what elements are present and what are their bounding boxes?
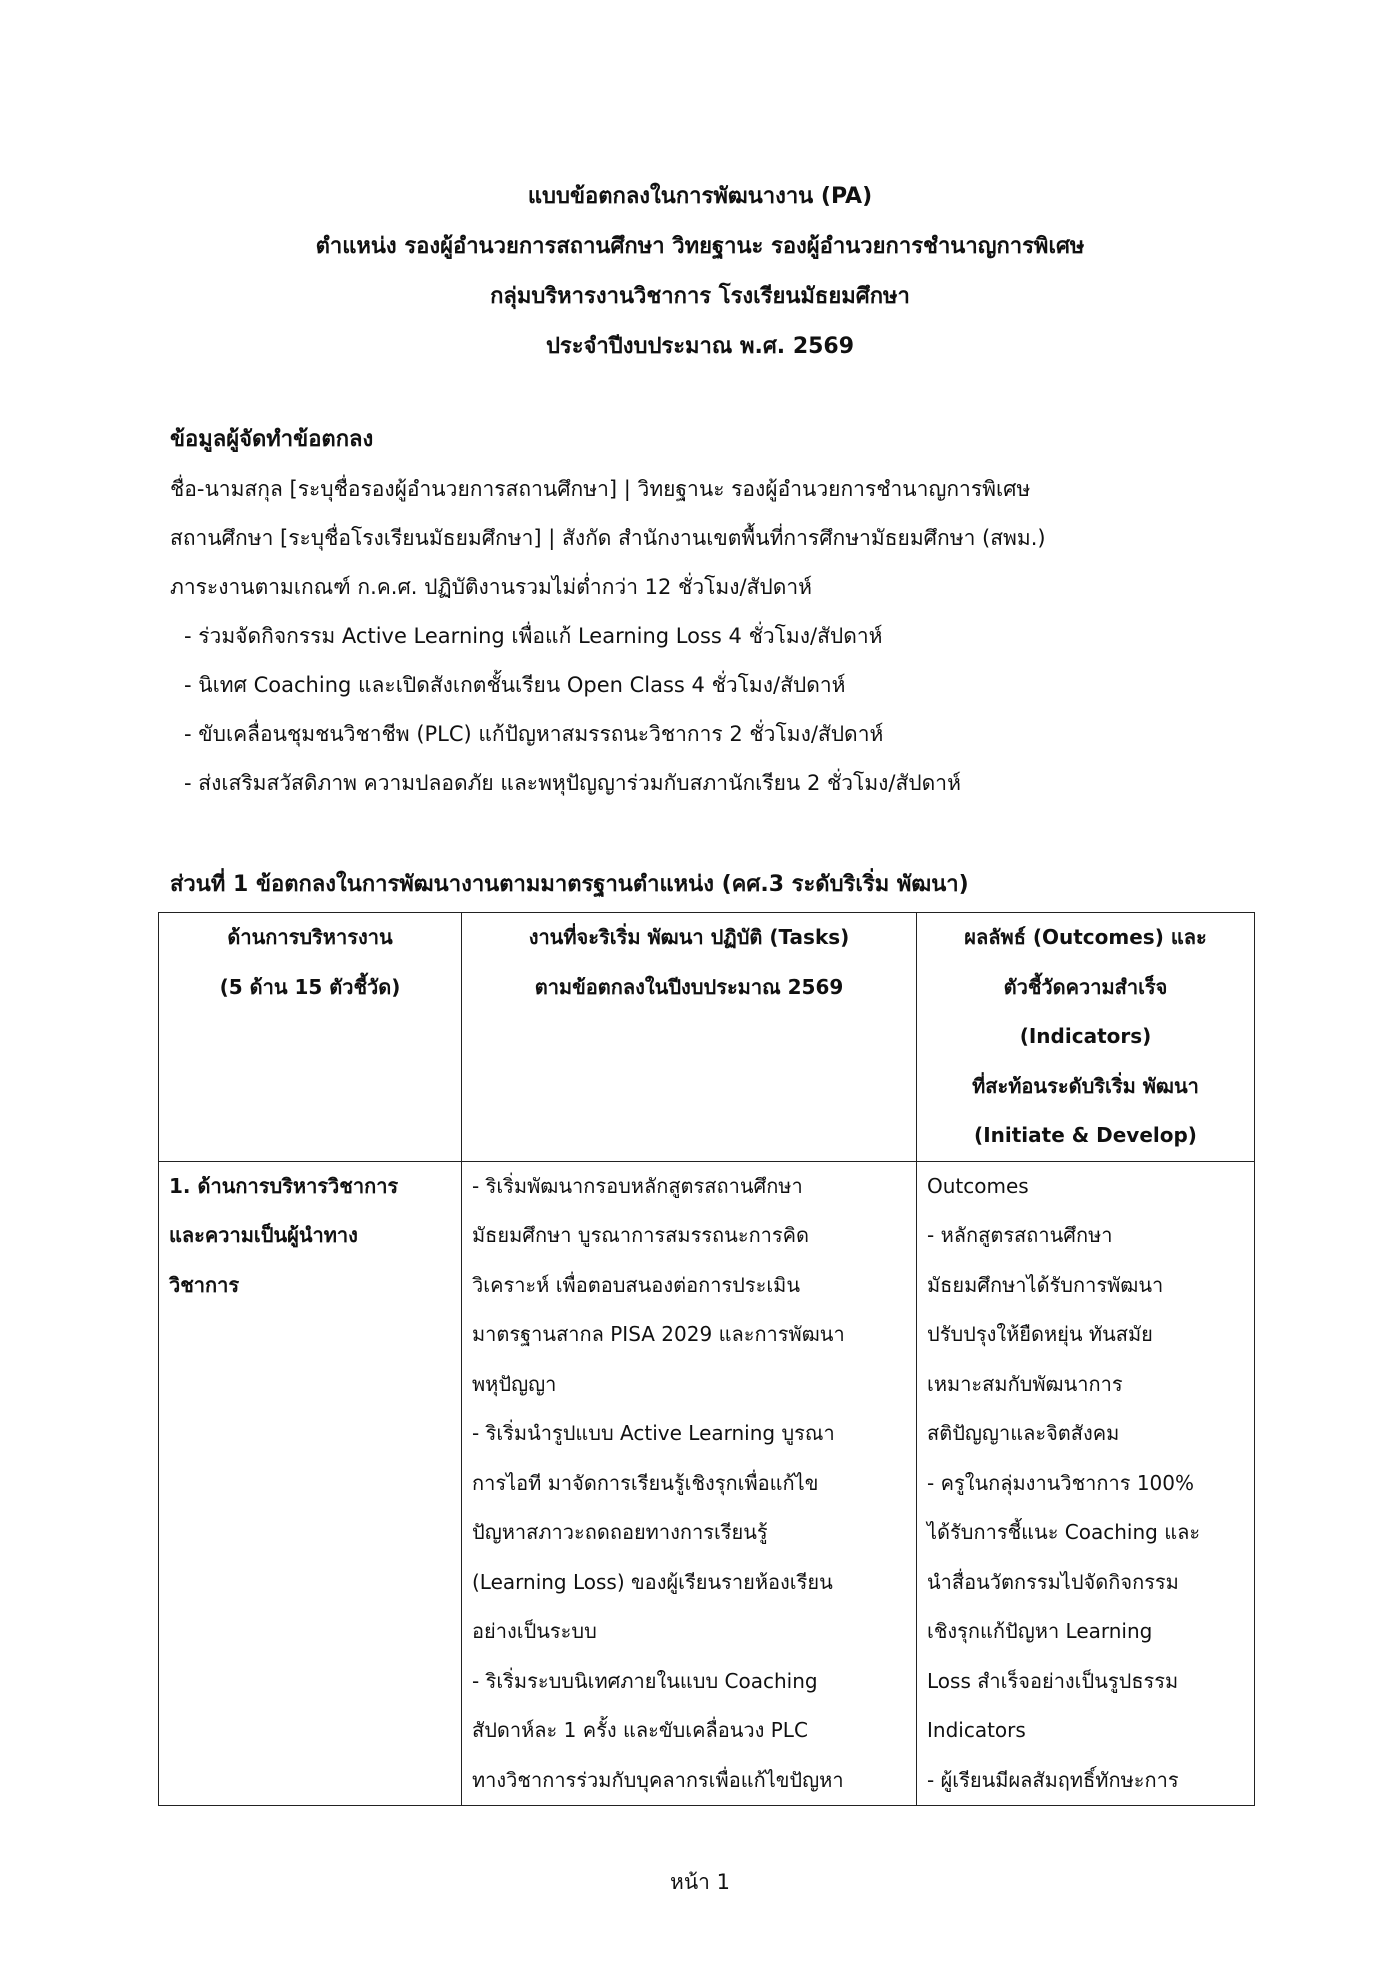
cell-outcomes: Outcomes - หลักสูตรสถานศึกษา มัธยมศึกษาได้รับการพัฒนา ปรับปรุงให้ยืดหยุ่น ทันสมัย เหมาะสมกับพัฒนาการ สติปัญญาและจิตสังคม - ครูในกลุ่มงานวิชาการ 100% ได้รับการชี้แนะ Coaching และ นำสื่อนวัตกรรมไปจัดกิจกรรม เชิงรุกแก้ปัญหา Learning Loss สำเร็จอย่างเป็นรูปธรรม Indicators - ผู้เรียนมีผลสัมฤทธิ์ทักษะการ bbox=[917, 1161, 1255, 1806]
agreement-maker-info bbox=[170, 415, 1270, 808]
title-line: ตำแหน่ง รองผู้อำนวยการสถานศึกษา วิทยฐานะ รองผู้อำนวยการชำนาญการพิเศษ bbox=[315, 234, 1085, 259]
workload-item: - ขับเคลื่อนชุมชนวิชาชีพ (PLC) แก้ปัญหาสมรรถนะวิชาการ 2 ชั่วโมง/สัปดาห์ bbox=[184, 722, 884, 746]
cell-tasks: - ริเริ่มพัฒนากรอบหลักสูตรสถานศึกษา มัธยมศึกษา บูรณาการสมรรถนะการคิด วิเคราะห์ เพื่อตอบสนองต่อการประเมิน มาตรฐานสากล PISA 2029 และการพัฒนา พหุปัญญา - ริเริ่มนำรูปแบบ Active Learning บูรณา การไอที มาจัดการเรียนรู้เชิงรุกเพื่อแก้ไข ปัญหาสภาวะถดถอยทางการเรียนรู้ (Learning Loss) ของผู้เรียนรายห้องเรียน อย่างเป็นระบบ - ริเริ่มระบบนิเทศภายในแบบ Coaching สัปดาห์ละ 1 ครั้ง และขับเคลื่อนวง PLC ทางวิชาการร่วมกับบุคลากรเพื่อแก้ไขปัญหา bbox=[462, 1161, 917, 1806]
title-line: แบบข้อตกลงในการพัฒนางาน (PA) bbox=[527, 184, 873, 209]
info-line-name: ชื่อ-นามสกุล [ระบุชื่อรองผู้อำนวยการสถานศึกษา] | วิทยฐานะ รองผู้อำนวยการชำนาญการพิเศษ bbox=[170, 477, 1031, 501]
info-heading: ข้อมูลผู้จัดทำข้อตกลง bbox=[170, 427, 374, 452]
page-number: หน้า 1 bbox=[669, 1870, 731, 1894]
header-outcomes-indicators: ผลลัพธ์ (Outcomes) และ ตัวชี้วัดความสำเร็จ (Indicators) ที่สะท้อนระดับริเริ่ม พัฒนา (Initiate & Develop) bbox=[917, 913, 1255, 1162]
workload-item: - ส่งเสริมสวัสดิภาพ ความปลอดภัย และพหุปัญญาร่วมกับสภานักเรียน 2 ชั่วโมง/สัปดาห์ bbox=[184, 771, 961, 795]
cell-area-academic: 1. ด้านการบริหารวิชาการ และความเป็นผู้นำทาง วิชาการ bbox=[159, 1161, 462, 1806]
document-title bbox=[0, 172, 1400, 372]
info-line-workload: ภาระงานตามเกณฑ์ ก.ค.ศ. ปฏิบัติงานรวมไม่ต่ำกว่า 12 ชั่วโมง/สัปดาห์ bbox=[170, 575, 812, 599]
workload-item: - นิเทศ Coaching และเปิดสังเกตชั้นเรียน Open Class 4 ชั่วโมง/สัปดาห์ bbox=[184, 673, 846, 697]
header-tasks: งานที่จะริเริ่ม พัฒนา ปฏิบัติ (Tasks) ตามข้อตกลงในปีงบประมาณ 2569 bbox=[462, 913, 917, 1162]
table-header-row bbox=[159, 913, 1255, 1162]
pa-agreement-table bbox=[158, 912, 1255, 1806]
title-line: กลุ่มบริหารงานวิชาการ โรงเรียนมัธยมศึกษา bbox=[490, 284, 910, 309]
table-row bbox=[159, 1161, 1255, 1806]
section-1-title: ส่วนที่ 1 ข้อตกลงในการพัฒนางานตามมาตรฐานตำแหน่ง (คศ.3 ระดับริเริ่ม พัฒนา) bbox=[170, 872, 969, 897]
header-management-area: ด้านการบริหารงาน (5 ด้าน 15 ตัวชี้วัด) bbox=[159, 913, 462, 1162]
workload-item: - ร่วมจัดกิจกรรม Active Learning เพื่อแก้ Learning Loss 4 ชั่วโมง/สัปดาห์ bbox=[184, 624, 883, 648]
title-line: ประจำปีงบประมาณ พ.ศ. 2569 bbox=[545, 334, 855, 359]
info-line-school: สถานศึกษา [ระบุชื่อโรงเรียนมัธยมศึกษา] | สังกัด สำนักงานเขตพื้นที่การศึกษามัธยมศึกษา (สพม.) bbox=[170, 526, 1046, 550]
